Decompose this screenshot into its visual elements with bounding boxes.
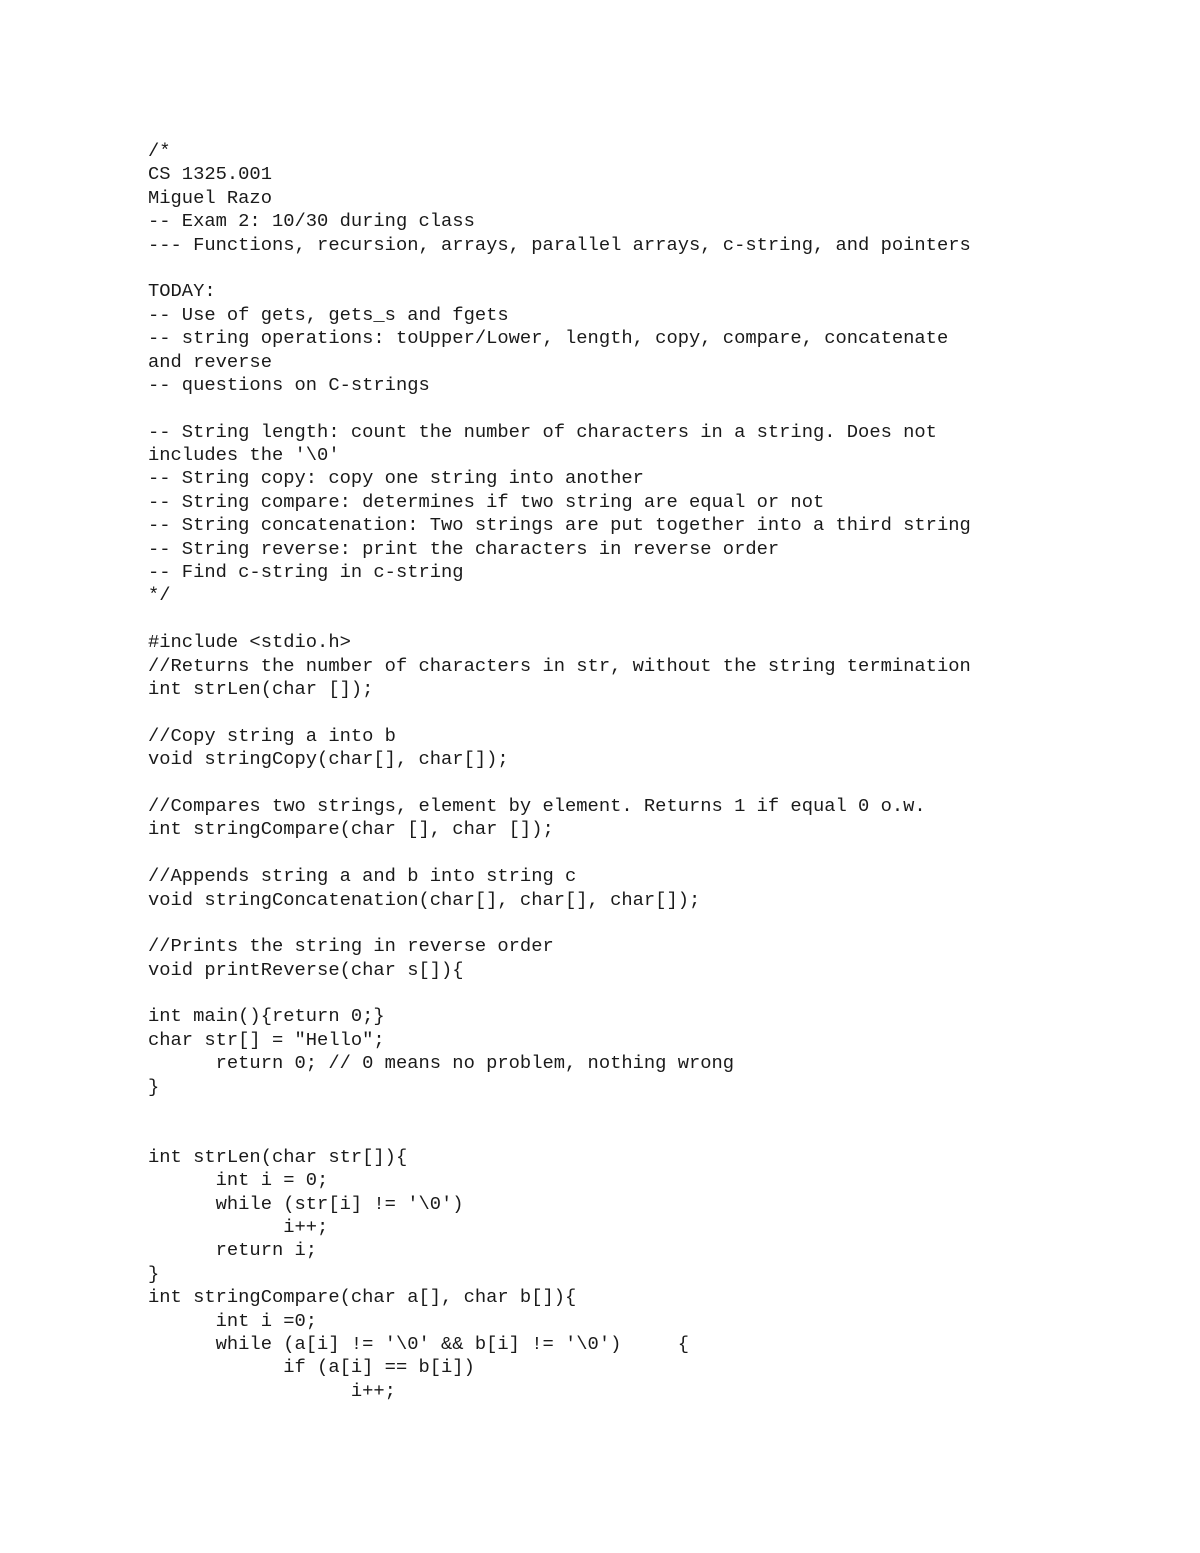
code-line: */ (148, 584, 171, 607)
code-line: while (str[i] != '\0') (148, 1192, 464, 1215)
code-line: -- String copy: copy one string into another (148, 467, 644, 490)
code-line: } (148, 1075, 160, 1098)
code-line: -- Use of gets, gets_s and fgets (148, 303, 509, 326)
code-line (148, 1122, 1148, 1145)
code-line: //Returns the number of characters in str, without the string termination (148, 654, 971, 677)
code-line: int i =0; (148, 1309, 318, 1332)
code-line (148, 982, 1148, 1005)
code-line (148, 842, 1148, 865)
code-line: int stringCompare(char a[], char b[]){ (148, 1286, 577, 1309)
code-line: -- questions on C-strings (148, 373, 430, 396)
code-line: int strLen(char str[]){ (148, 1145, 408, 1168)
code-line: -- String length: count the number of characters in a string. Does not (148, 420, 937, 443)
code-line: while (a[i] != '\0' && b[i] != '\0') { (148, 1332, 689, 1355)
code-line: i++; (148, 1215, 329, 1238)
code-line (148, 608, 1148, 631)
code-line: //Appends string a and b into string c (148, 865, 577, 888)
code-line: CS 1325.001 (148, 163, 272, 186)
code-line: -- String concatenation: Two strings are put together into a third string (148, 514, 971, 537)
code-line: int main(){return 0;} (148, 1005, 385, 1028)
code-line: -- String reverse: print the characters in reverse order (148, 537, 780, 560)
code-line: includes the '\0' (148, 444, 340, 467)
code-line: -- Find c-string in c-string (148, 561, 464, 584)
code-line: int stringCompare(char [], char []); (148, 818, 554, 841)
code-line: void printReverse(char s[]){ (148, 958, 464, 981)
code-listing (148, 140, 1148, 1403)
code-line (148, 701, 1148, 724)
code-line: TODAY: (148, 280, 216, 303)
code-line (148, 772, 1148, 795)
code-line: int i = 0; (148, 1169, 329, 1192)
code-line (148, 397, 1148, 420)
code-line: --- Functions, recursion, arrays, parallel arrays, c-string, and pointers (148, 233, 971, 256)
code-line: -- string operations: toUpper/Lower, length, copy, compare, concatenate (148, 327, 949, 350)
code-line: return 0; // 0 means no problem, nothing wrong (148, 1052, 735, 1075)
code-line: //Copy string a into b (148, 724, 396, 747)
code-line: /* (148, 140, 171, 162)
code-line (148, 257, 1148, 280)
code-line: #include <stdio.h> (148, 631, 351, 654)
code-line: -- String compare: determines if two string are equal or not (148, 490, 825, 513)
code-line: void stringConcatenation(char[], char[], char[]); (148, 888, 701, 911)
code-line: return i; (148, 1239, 318, 1262)
code-line: -- Exam 2: 10/30 during class (148, 210, 475, 233)
code-line: //Compares two strings, element by element. Returns 1 if equal 0 o.w. (148, 794, 926, 817)
code-line: int strLen(char []); (148, 677, 374, 700)
code-line: and reverse (148, 350, 272, 373)
code-line: if (a[i] == b[i]) (148, 1356, 475, 1379)
code-line: void stringCopy(char[], char[]); (148, 748, 509, 771)
code-line (148, 912, 1148, 935)
code-line (148, 1099, 1148, 1122)
code-line: i++; (148, 1379, 396, 1402)
code-line: } (148, 1262, 160, 1285)
code-line: //Prints the string in reverse order (148, 935, 554, 958)
code-line: Miguel Razo (148, 186, 272, 209)
code-line: char str[] = "Hello"; (148, 1028, 385, 1051)
